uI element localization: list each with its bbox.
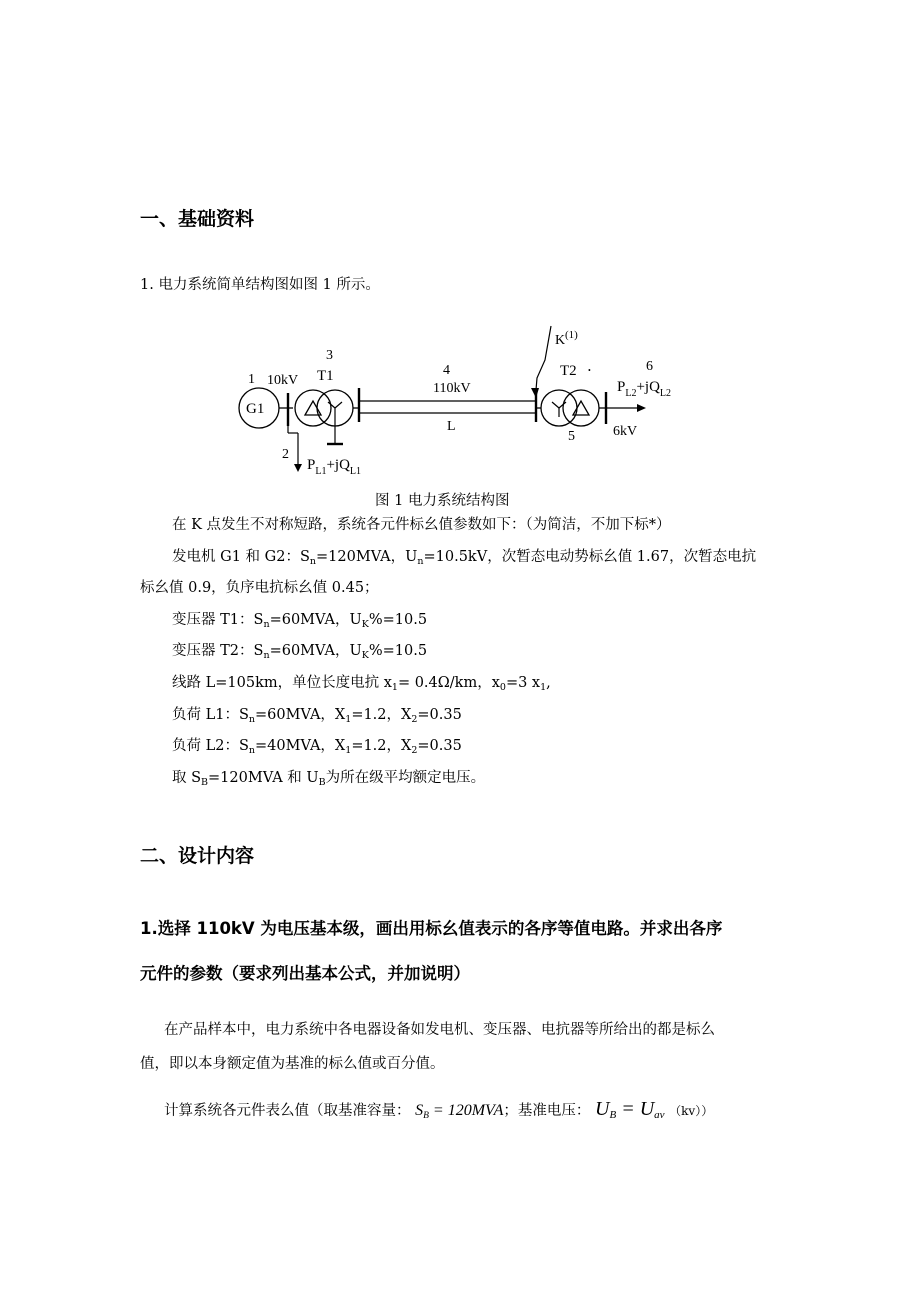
- param-load-2: 负荷 L2：$S_n=40MVA$，$X_1=1.2$，$X_2=0.35$: [172, 738, 462, 756]
- node-1-label: 1: [248, 372, 255, 387]
- voltage-110kv-label: 110kV: [433, 381, 471, 396]
- load-1-label: $P_{L1}+jQ_{L1}$: [307, 457, 362, 477]
- voltage-6kv-label: 6kV: [613, 424, 638, 439]
- sb-symbol: $S_B$: [415, 1102, 429, 1121]
- node-3-label: 3: [326, 348, 333, 363]
- task-1-line2: 元件的参数（要求列出基本公式，并加说明）: [140, 964, 470, 983]
- node-2-label: 2: [282, 447, 289, 462]
- node-4-label: 4: [443, 363, 450, 378]
- param-base: 取 $S_B=120MVA$ 和 $U_B$为所在级平均额定电压。: [172, 770, 486, 788]
- t2-label: T2: [560, 363, 577, 379]
- item-1-text: 1. 电力系统简单结构图如图 1 所示。: [140, 277, 380, 293]
- t2-winding-2: [563, 390, 599, 426]
- generator-label: G1: [246, 401, 265, 417]
- fault-k-label: K: [555, 333, 566, 348]
- section-1-heading: 一、基础资料: [140, 208, 255, 230]
- para-1-line1: 在产品样本中，电力系统中各电器设备如发电机、变压器、电抗器等所给出的都是标么: [164, 1022, 715, 1038]
- node-5-label: 5: [568, 429, 575, 444]
- param-t1: 变压器 T1：$S_n=60MVA$，$U_K\%=10.5$: [172, 612, 428, 630]
- t1-label: T1: [317, 368, 334, 384]
- param-t2: 变压器 T2：$S_n=60MVA$，$U_K\%=10.5$: [172, 643, 428, 661]
- fault-k-line: [536, 326, 551, 390]
- params-intro: 在 K 点发生不对称短路，系统各元件标幺值参数如下：（为简洁，不加下标*）: [172, 517, 671, 533]
- task-1-line1: 1.选择 110kV 为电压基本级，画出用标幺值表示的各序等值电路。并求出各序: [140, 919, 723, 938]
- ub-symbol: $U_B$: [595, 1098, 617, 1121]
- line-l-label: L: [447, 419, 456, 434]
- param-generator-line1: 发电机 G1 和 G2：$S_n=120MVA$，$U_n=10.5kV$，次暂态电动势标幺值 1.67，次暂态电抗: [172, 549, 757, 567]
- t1-winding-1: [295, 390, 331, 426]
- figure-caption: 图 1 电力系统结构图: [375, 493, 510, 509]
- para-1-line2: 值，即以本身额定值为基准的标么值或百分值。: [140, 1056, 445, 1072]
- param-line: 线路 L=105km，单位长度电抗 $x_1= 0.4\Omega/km$，$x_0=3$ $x_1$,: [172, 675, 551, 693]
- power-system-diagram: [225, 318, 705, 488]
- fault-k-superscript: (1): [565, 329, 578, 341]
- param-generator-line2: 标幺值 0.9，负序电抗标幺值 0.45；: [140, 580, 379, 596]
- param-load-1: 负荷 L1：$S_n=60MVA$，$X_1=1.2$，$X_2=0.35$: [172, 707, 462, 725]
- calc-line: 计算系统各元件表么值（取基准容量： $S_B = 120MVA$；基准电压： $U_B = U_{av}$ （kv））: [164, 1098, 714, 1121]
- section-2-heading: 二、设计内容: [140, 845, 255, 867]
- voltage-10kv-label: 10kV: [267, 373, 299, 388]
- load-2-label: $P_{L2}+jQ_{L2}$: [617, 379, 672, 399]
- node-6-label: 6: [646, 359, 653, 374]
- svg-text:•: •: [588, 366, 591, 375]
